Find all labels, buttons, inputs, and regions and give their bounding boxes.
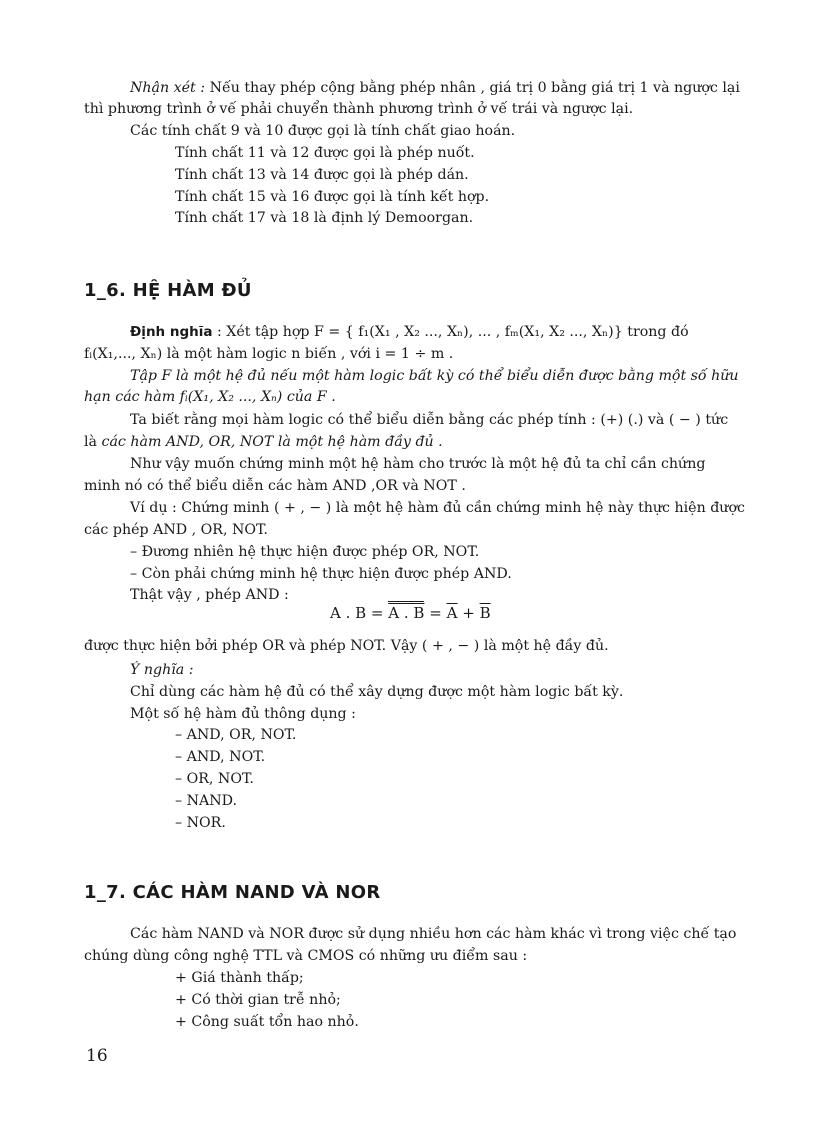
page-number: 16 xyxy=(86,1046,108,1066)
remark-label: Nhận xét : xyxy=(130,80,206,96)
list-item: + Công suất tổn hao nhỏ. xyxy=(175,1014,359,1030)
not-b-term: $\overline{B}$ xyxy=(479,604,491,622)
example-line-3: – Đương nhiên hệ thực hiện được phép OR, NOT. xyxy=(130,544,480,560)
common-systems-intro: Một số hệ hàm đủ thông dụng : xyxy=(130,706,356,722)
definition-line-4: hạn các hàm fᵢ(X₁, X₂ ..., Xₙ) của F . xyxy=(84,389,336,405)
definition-line-2: fᵢ(X₁,..., Xₙ) là một hàm logic n biến , với i = 1 ÷ m . xyxy=(84,346,454,362)
remark-line-5: Tính chất 13 và 14 được gọi là phép dán. xyxy=(175,167,469,183)
double-negation-term: A . B xyxy=(388,601,424,622)
paragraph-2-line-2: minh nó có thể biểu diễn các hàm AND ,OR và NOT . xyxy=(84,478,466,494)
definition-line-1: Định nghĩa : Xét tập hợp F = { f₁(X₁ , X₂ ..., Xₙ), ... , fₘ(X₁, X₂ ..., Xₙ)} trong đó xyxy=(130,324,689,340)
remark-line-6: Tính chất 15 và 16 được gọi là tính kết hợp. xyxy=(175,189,490,205)
example-line-4: – Còn phải chứng minh hệ thực hiện được phép AND. xyxy=(130,566,512,582)
meaning-line: Chỉ dùng các hàm hệ đủ có thể xây dựng được một hàm logic bất kỳ. xyxy=(130,684,624,700)
and-formula: A . B = A . $B = \overline{A} + \overline{B}$ xyxy=(330,604,491,622)
remark-line-3: Các tính chất 9 và 10 được gọi là tính chất giao hoán. xyxy=(130,123,516,139)
list-item: – AND, OR, NOT. xyxy=(175,727,297,743)
remark-line-4: Tính chất 11 và 12 được gọi là phép nuốt. xyxy=(175,145,475,161)
section-heading-1-6: 1_6. HỆ HÀM ĐỦ xyxy=(84,280,252,301)
list-item: – NOR. xyxy=(175,815,226,831)
list-item: – OR, NOT. xyxy=(175,771,254,787)
not-a-term: $\overline{A}$ xyxy=(446,604,458,622)
list-item: + Có thời gian trễ nhỏ; xyxy=(175,992,341,1008)
section-heading-1-7: 1_7. CÁC HÀM NAND VÀ NOR xyxy=(84,882,381,903)
paragraph-1-line-1: Ta biết rằng mọi hàm logic có thể biểu diễn bằng các phép tính : (+) (.) và ( − ) tức xyxy=(130,412,729,428)
example-line-2: các phép AND , OR, NOT. xyxy=(84,522,268,538)
definition-label: Định nghĩa xyxy=(130,324,213,340)
example-conclusion: được thực hiện bởi phép OR và phép NOT. Vậy ( + , − ) là một hệ đầy đủ. xyxy=(84,638,609,654)
remark-line-7: Tính chất 17 và 18 là định lý Demoorgan. xyxy=(175,210,474,226)
remark-line-1: Nhận xét : Nếu thay phép cộng bằng phép nhân , giá trị 0 bằng giá trị 1 và ngược lại xyxy=(130,80,740,96)
remark-line-2: thì phương trình ở vế phải chuyển thành phương trình ở vế trái và ngược lại. xyxy=(84,101,634,117)
paragraph-1-line-2: là các hàm AND, OR, NOT là một hệ hàm đầy đủ . xyxy=(84,434,443,450)
list-item: – NAND. xyxy=(175,793,238,809)
definition-line-3: Tập F là một hệ đủ nếu một hàm logic bất kỳ có thể biểu diễn được bằng một số hữu xyxy=(130,368,739,384)
example-line-1: Ví dụ : Chứng minh ( + , − ) là một hệ hàm đủ cần chứng minh hệ này thực hiện được xyxy=(130,500,745,516)
meaning-label: Ý nghĩa : xyxy=(130,662,194,678)
example-line-5: Thật vậy , phép AND : xyxy=(130,587,289,603)
list-item: + Giá thành thấp; xyxy=(175,970,304,986)
nand-nor-line-1: Các hàm NAND và NOR được sử dụng nhiều hơn các hàm khác vì trong việc chế tạo xyxy=(130,926,737,942)
paragraph-2-line-1: Như vậy muốn chứng minh một hệ hàm cho trước là một hệ đủ ta chỉ cần chứng xyxy=(130,456,706,472)
list-item: – AND, NOT. xyxy=(175,749,266,765)
nand-nor-line-2: chúng dùng công nghệ TTL và CMOS có những ưu điểm sau : xyxy=(84,948,528,964)
